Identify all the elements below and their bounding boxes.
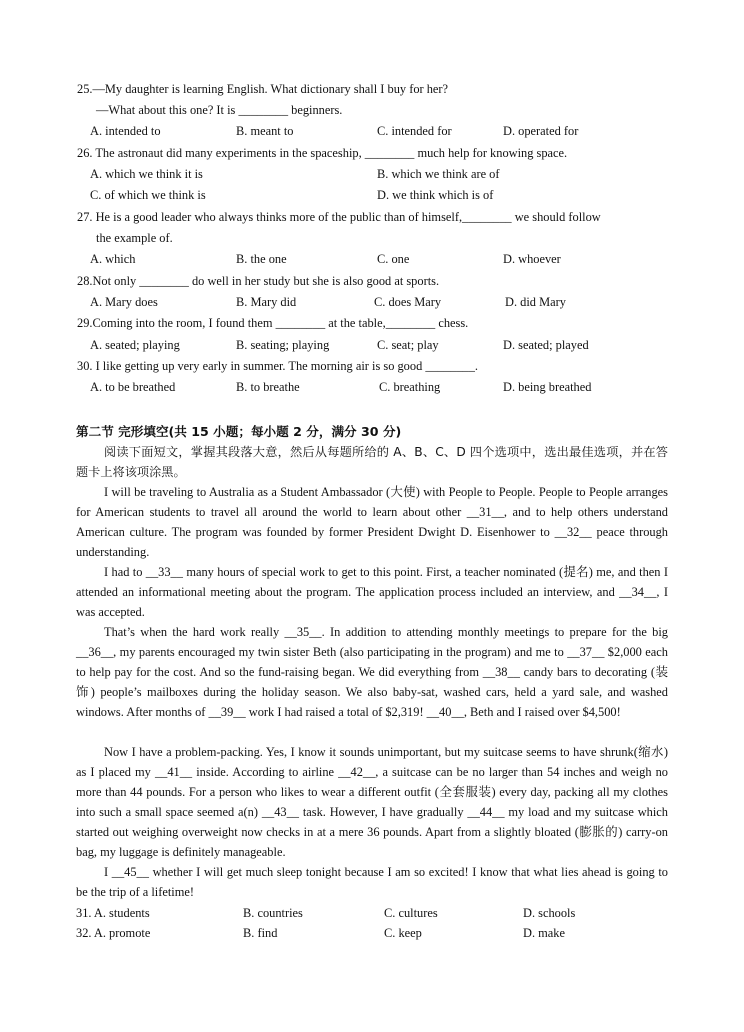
passage-paragraph-1: I will be traveling to Australia as a Student Ambassador (大使) with People to People. People to People arranges for American students to travel all around the world to learn about other __31__, and to help others understand American culture. The program was founded by former President Dwight D. Eisenhower to __32__ peace through understanding. xyxy=(76,485,668,559)
cloze-31-option-a: 31. A. students xyxy=(76,906,150,920)
question-25-dialogue: —What about this one? It is ________ beginners. xyxy=(96,103,343,117)
question-30-option-d: D. being breathed xyxy=(503,380,592,394)
question-29-option-b: B. seating; playing xyxy=(236,338,330,352)
passage-paragraph-4: Now I have a problem-packing. Yes, I know it sounds unimportant, but my suitcase seems to have shrunk(缩水) as I placed my __41__ inside. According to airline __42__, a suitcase can be no larger than 54 inches and weigh no more than 44 pounds. For a person who likes to wear a different outfit (全套服装) every day, packing all my clothes into such a small space seemed a(n) __43__ task. However, I have gradually __44__ my load and my suitcase which started out weighing overweight now checks in at a mere 36 pounds. Apart from a slightly bloated (膨胀的) carry-on bag, my luggage is definitely manageable. xyxy=(76,745,668,859)
question-28-option-b: B. Mary did xyxy=(236,295,297,309)
section-instruction: 阅读下面短文，掌握其段落大意，然后从每题所给的 A、B、C、D 四个选项中，选出最佳选项，并在答题卡上将该项涂黑。 xyxy=(76,445,668,479)
question-28-option-d: D. did Mary xyxy=(505,295,566,309)
question-26-stem: 26. The astronaut did many experiments in the spaceship, ________ much help for knowing space. xyxy=(77,146,568,160)
question-27-option-b: B. the one xyxy=(236,252,287,266)
passage-paragraph-2: I had to __33__ many hours of special work to get to this point. First, a teacher nominated (提名) me, and then I attended an informational meeting about the program. The application process included an interview, and __34__, I was accepted. xyxy=(76,565,668,619)
question-25-option-a: A. intended to xyxy=(90,124,161,138)
question-28-stem: 28.Not only ________ do well in her study but she is also good at sports. xyxy=(77,274,440,288)
question-27-stem: 27. He is a good leader who always thinks more of the public than of himself,________ we should follow xyxy=(77,210,601,224)
question-26-option-d: D. we think which is of xyxy=(377,188,494,202)
cloze-32-option-a: 32. A. promote xyxy=(76,926,151,940)
section-heading: 第二节 完形填空(共 15 小题；每小题 2 分，满分 30 分) xyxy=(76,424,402,439)
question-28-option-a: A. Mary does xyxy=(90,295,158,309)
question-28-option-c: C. does Mary xyxy=(374,295,442,309)
question-29-option-a: A. seated; playing xyxy=(90,338,180,352)
question-25-option-b: B. meant to xyxy=(236,124,294,138)
question-27-option-a: A. which xyxy=(90,252,136,266)
passage-paragraph-3: That’s when the hard work really __35__. In addition to attending monthly meetings to prepare for the big __36__, my parents encouraged my twin sister Beth (also participating in the program) and me to __37__ $2,000 each to help pay for the cost. And so the fund-raising began. We did everything from __38__ candy bars to decorating (装饰) people’s mailboxes during the holiday season. We also baby-sat, washed cars, held a yard sale, and washed windows. After months of __39__ work I had raised a total of $2,319! __40__, Beth and I raised over $4,500! xyxy=(76,625,668,719)
passage-paragraph-5: I __45__ whether I will get much sleep tonight because I am so excited! I know that what lies ahead is going to be the trip of a lifetime! xyxy=(76,865,668,899)
question-25-stem: 25.—My daughter is learning English. What dictionary shall I buy for her? xyxy=(77,82,449,96)
question-26-option-a: A. which we think it is xyxy=(90,167,203,181)
question-30-option-b: B. to breathe xyxy=(236,380,300,394)
question-27-option-c: C. one xyxy=(377,252,410,266)
cloze-31-option-b: B. countries xyxy=(243,906,303,920)
question-26-option-b: B. which we think are of xyxy=(377,167,500,181)
cloze-31-option-c: C. cultures xyxy=(384,906,438,920)
question-30-option-a: A. to be breathed xyxy=(90,380,176,394)
question-29-option-d: D. seated; played xyxy=(503,338,589,352)
cloze-32-option-d: D. make xyxy=(523,926,565,940)
question-25-option-c: C. intended for xyxy=(377,124,452,138)
question-25-option-d: D. operated for xyxy=(503,124,579,138)
question-29-option-c: C. seat; play xyxy=(377,338,439,352)
question-27-option-d: D. whoever xyxy=(503,252,561,266)
question-29-stem: 29.Coming into the room, I found them ________ at the table,________ chess. xyxy=(77,316,469,330)
cloze-32-option-b: B. find xyxy=(243,926,278,940)
question-27-stem-cont: the example of. xyxy=(96,231,173,245)
question-30-option-c: C. breathing xyxy=(379,380,441,394)
question-30-stem: 30. I like getting up very early in summer. The morning air is so good ________. xyxy=(77,359,479,373)
question-26-option-c: C. of which we think is xyxy=(90,188,206,202)
cloze-32-option-c: C. keep xyxy=(384,926,422,940)
cloze-31-option-d: D. schools xyxy=(523,906,576,920)
